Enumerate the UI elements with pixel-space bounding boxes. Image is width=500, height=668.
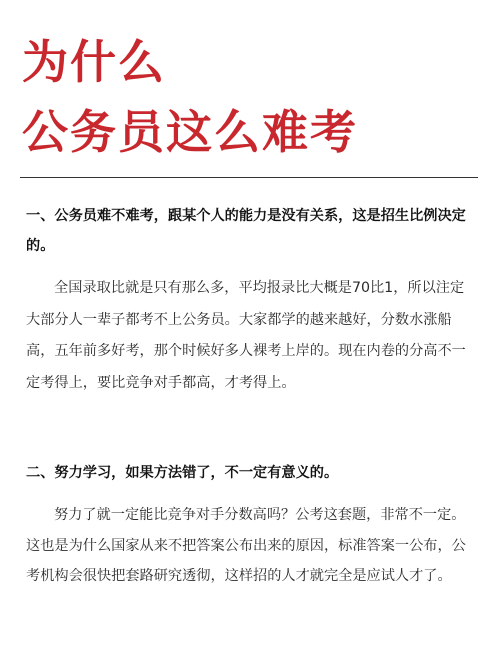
page-title-line-1: 为什么 [22,35,166,89]
page-title-line-2: 公务员这么难考 [22,105,358,159]
title-divider [20,177,478,178]
section-1-heading: 一、公务员难不难考，跟某个人的能力是没有关系，这是招生比例决定的。 [26,208,466,254]
section-2-heading: 二、努力学习，如果方法错了，不一定有意义的。 [26,465,339,481]
section-2-paragraph: 努力了就一定能比竞争对手分数高吗？公考这套题，非常不一定。这也是为什么国家从来不把答案公布出来的原因，标准答案一公布，公考机构会很快把套路研究透彻，这样招的人才就完全是应试人才了。 [26,507,466,584]
section-1-paragraph: 全国录取比就是只有那么多，平均报录比大概是70比1，所以注定大部分人一辈子都考不上公务员。大家都学的越来越好，分数水涨船高，五年前多好考，那个时候好多人裸考上岸的。现在内卷的分高不一定考得上，要比竞争对手都高，才考得上。 [26,280,466,391]
